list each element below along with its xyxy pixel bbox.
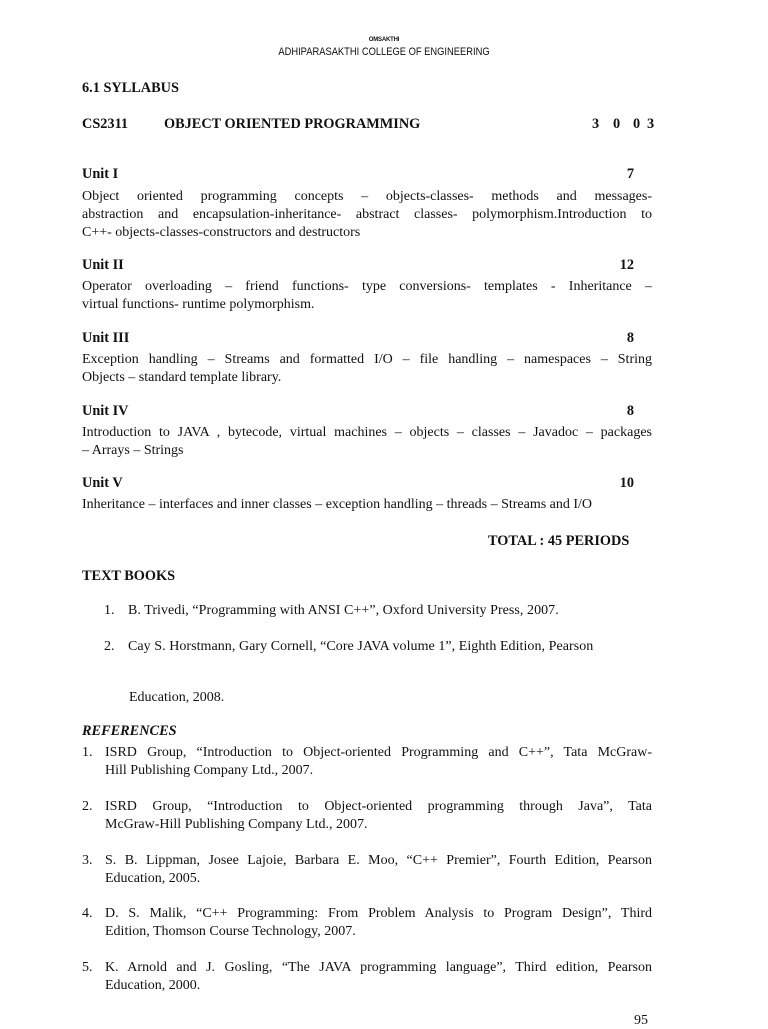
text-line: virtual functions- runtime polymorphism. xyxy=(82,297,315,312)
unit-title: Unit IV xyxy=(82,403,129,419)
unit-periods: 10 xyxy=(619,475,634,491)
credit-t: 0 xyxy=(613,116,621,132)
text-line: ISRD Group, “Introduction to Object-oriented programming through Java”, Tata xyxy=(105,799,652,814)
unit-title: Unit III xyxy=(82,330,130,346)
total-periods: TOTAL : 45 PERIODS xyxy=(488,533,630,549)
unit-description xyxy=(82,351,652,387)
course-code: CS2311 xyxy=(82,116,129,132)
item-number: 3. xyxy=(82,853,93,868)
unit-periods: 7 xyxy=(626,166,634,182)
unit-heading xyxy=(82,403,634,420)
unit-heading xyxy=(82,166,634,183)
credit-l: 3 xyxy=(592,116,600,132)
text-book-item xyxy=(104,603,559,619)
unit-heading xyxy=(82,330,634,347)
item-number: 5. xyxy=(82,960,93,975)
text-line: C++- objects-classes-constructors and destructors xyxy=(82,225,361,240)
header-small-text: OMSAKTHI xyxy=(368,37,400,43)
unit-description xyxy=(82,188,652,242)
college-name: ADHIPARASAKTHI COLLEGE OF ENGINEERING xyxy=(278,46,490,58)
text-line: D. S. Malik, “C++ Programming: From Problem Analysis to Program Design”, Third xyxy=(105,906,652,921)
text-line: S. B. Lippman, Josee Lajoie, Barbara E. Moo, “C++ Premier”, Fourth Edition, Pearson xyxy=(105,853,652,868)
course-row xyxy=(82,116,654,134)
unit-periods: 8 xyxy=(626,330,634,346)
item-number: 4. xyxy=(82,906,93,921)
reference-item xyxy=(82,959,652,995)
unit-title: Unit II xyxy=(82,257,124,273)
text-line: Introduction to JAVA , bytecode, virtual machines – objects – classes – Javadoc – packages xyxy=(82,425,652,440)
text-line: K. Arnold and J. Gosling, “The JAVA programming language”, Third edition, Pearson xyxy=(105,960,652,975)
page-number: 95 xyxy=(634,1013,648,1028)
text-line: McGraw-Hill Publishing Company Ltd., 2007. xyxy=(105,817,368,832)
text-line: Edition, Thomson Course Technology, 2007. xyxy=(105,924,356,939)
item-number: 1. xyxy=(104,603,115,618)
text-line: abstraction and encapsulation-inheritance- abstract classes- polymorphism.Introduction to xyxy=(82,207,652,222)
reference-item xyxy=(82,798,652,834)
reference-item xyxy=(82,852,652,888)
unit-description xyxy=(82,278,652,314)
text-line: Object oriented programming concepts – objects-classes- methods and messages- xyxy=(82,189,652,204)
unit-description xyxy=(82,496,652,514)
unit-periods: 12 xyxy=(619,257,634,273)
text-line: Objects – standard template library. xyxy=(82,370,282,385)
text-line: Exception handling – Streams and formatted I/O – file handling – namespaces – String xyxy=(82,352,652,367)
course-title: OBJECT ORIENTED PROGRAMMING xyxy=(164,116,421,132)
text-books-heading: TEXT BOOKS xyxy=(82,568,176,584)
text-line: – Arrays – Strings xyxy=(82,443,184,458)
item-number: 2. xyxy=(104,639,115,654)
unit-title: Unit V xyxy=(82,475,123,491)
unit-heading xyxy=(82,475,634,492)
item-text: Cay S. Horstmann, Gary Cornell, “Core JAVA volume 1”, Eighth Edition, Pearson xyxy=(128,639,594,654)
reference-item xyxy=(82,905,652,941)
text-book-continuation: Education, 2008. xyxy=(129,690,225,705)
unit-periods: 8 xyxy=(626,403,634,419)
section-title: 6.1 SYLLABUS xyxy=(82,80,179,96)
text-line: Hill Publishing Company Ltd., 2007. xyxy=(105,763,314,778)
item-number: 1. xyxy=(82,745,93,760)
text-line: Operator overloading – friend functions- type conversions- templates - Inheritance – xyxy=(82,279,652,294)
unit-description xyxy=(82,424,652,460)
unit-title: Unit I xyxy=(82,166,119,182)
credit-p: 0 xyxy=(633,116,641,132)
item-number: 2. xyxy=(82,799,93,814)
references-heading: REFERENCES xyxy=(82,723,177,739)
text-book-item xyxy=(104,639,593,655)
text-line: Education, 2000. xyxy=(105,978,201,993)
text-line: Education, 2005. xyxy=(105,871,201,886)
unit-heading xyxy=(82,257,634,274)
text-line: Inheritance – interfaces and inner classes – exception handling – threads – Streams and I/O xyxy=(82,497,593,512)
text-line: ISRD Group, “Introduction to Object-oriented Programming and C++”, Tata McGraw- xyxy=(105,745,652,760)
reference-item xyxy=(82,744,652,780)
credit-c: 3 xyxy=(647,116,655,132)
item-text: B. Trivedi, “Programming with ANSI C++”, Oxford University Press, 2007. xyxy=(128,603,559,618)
